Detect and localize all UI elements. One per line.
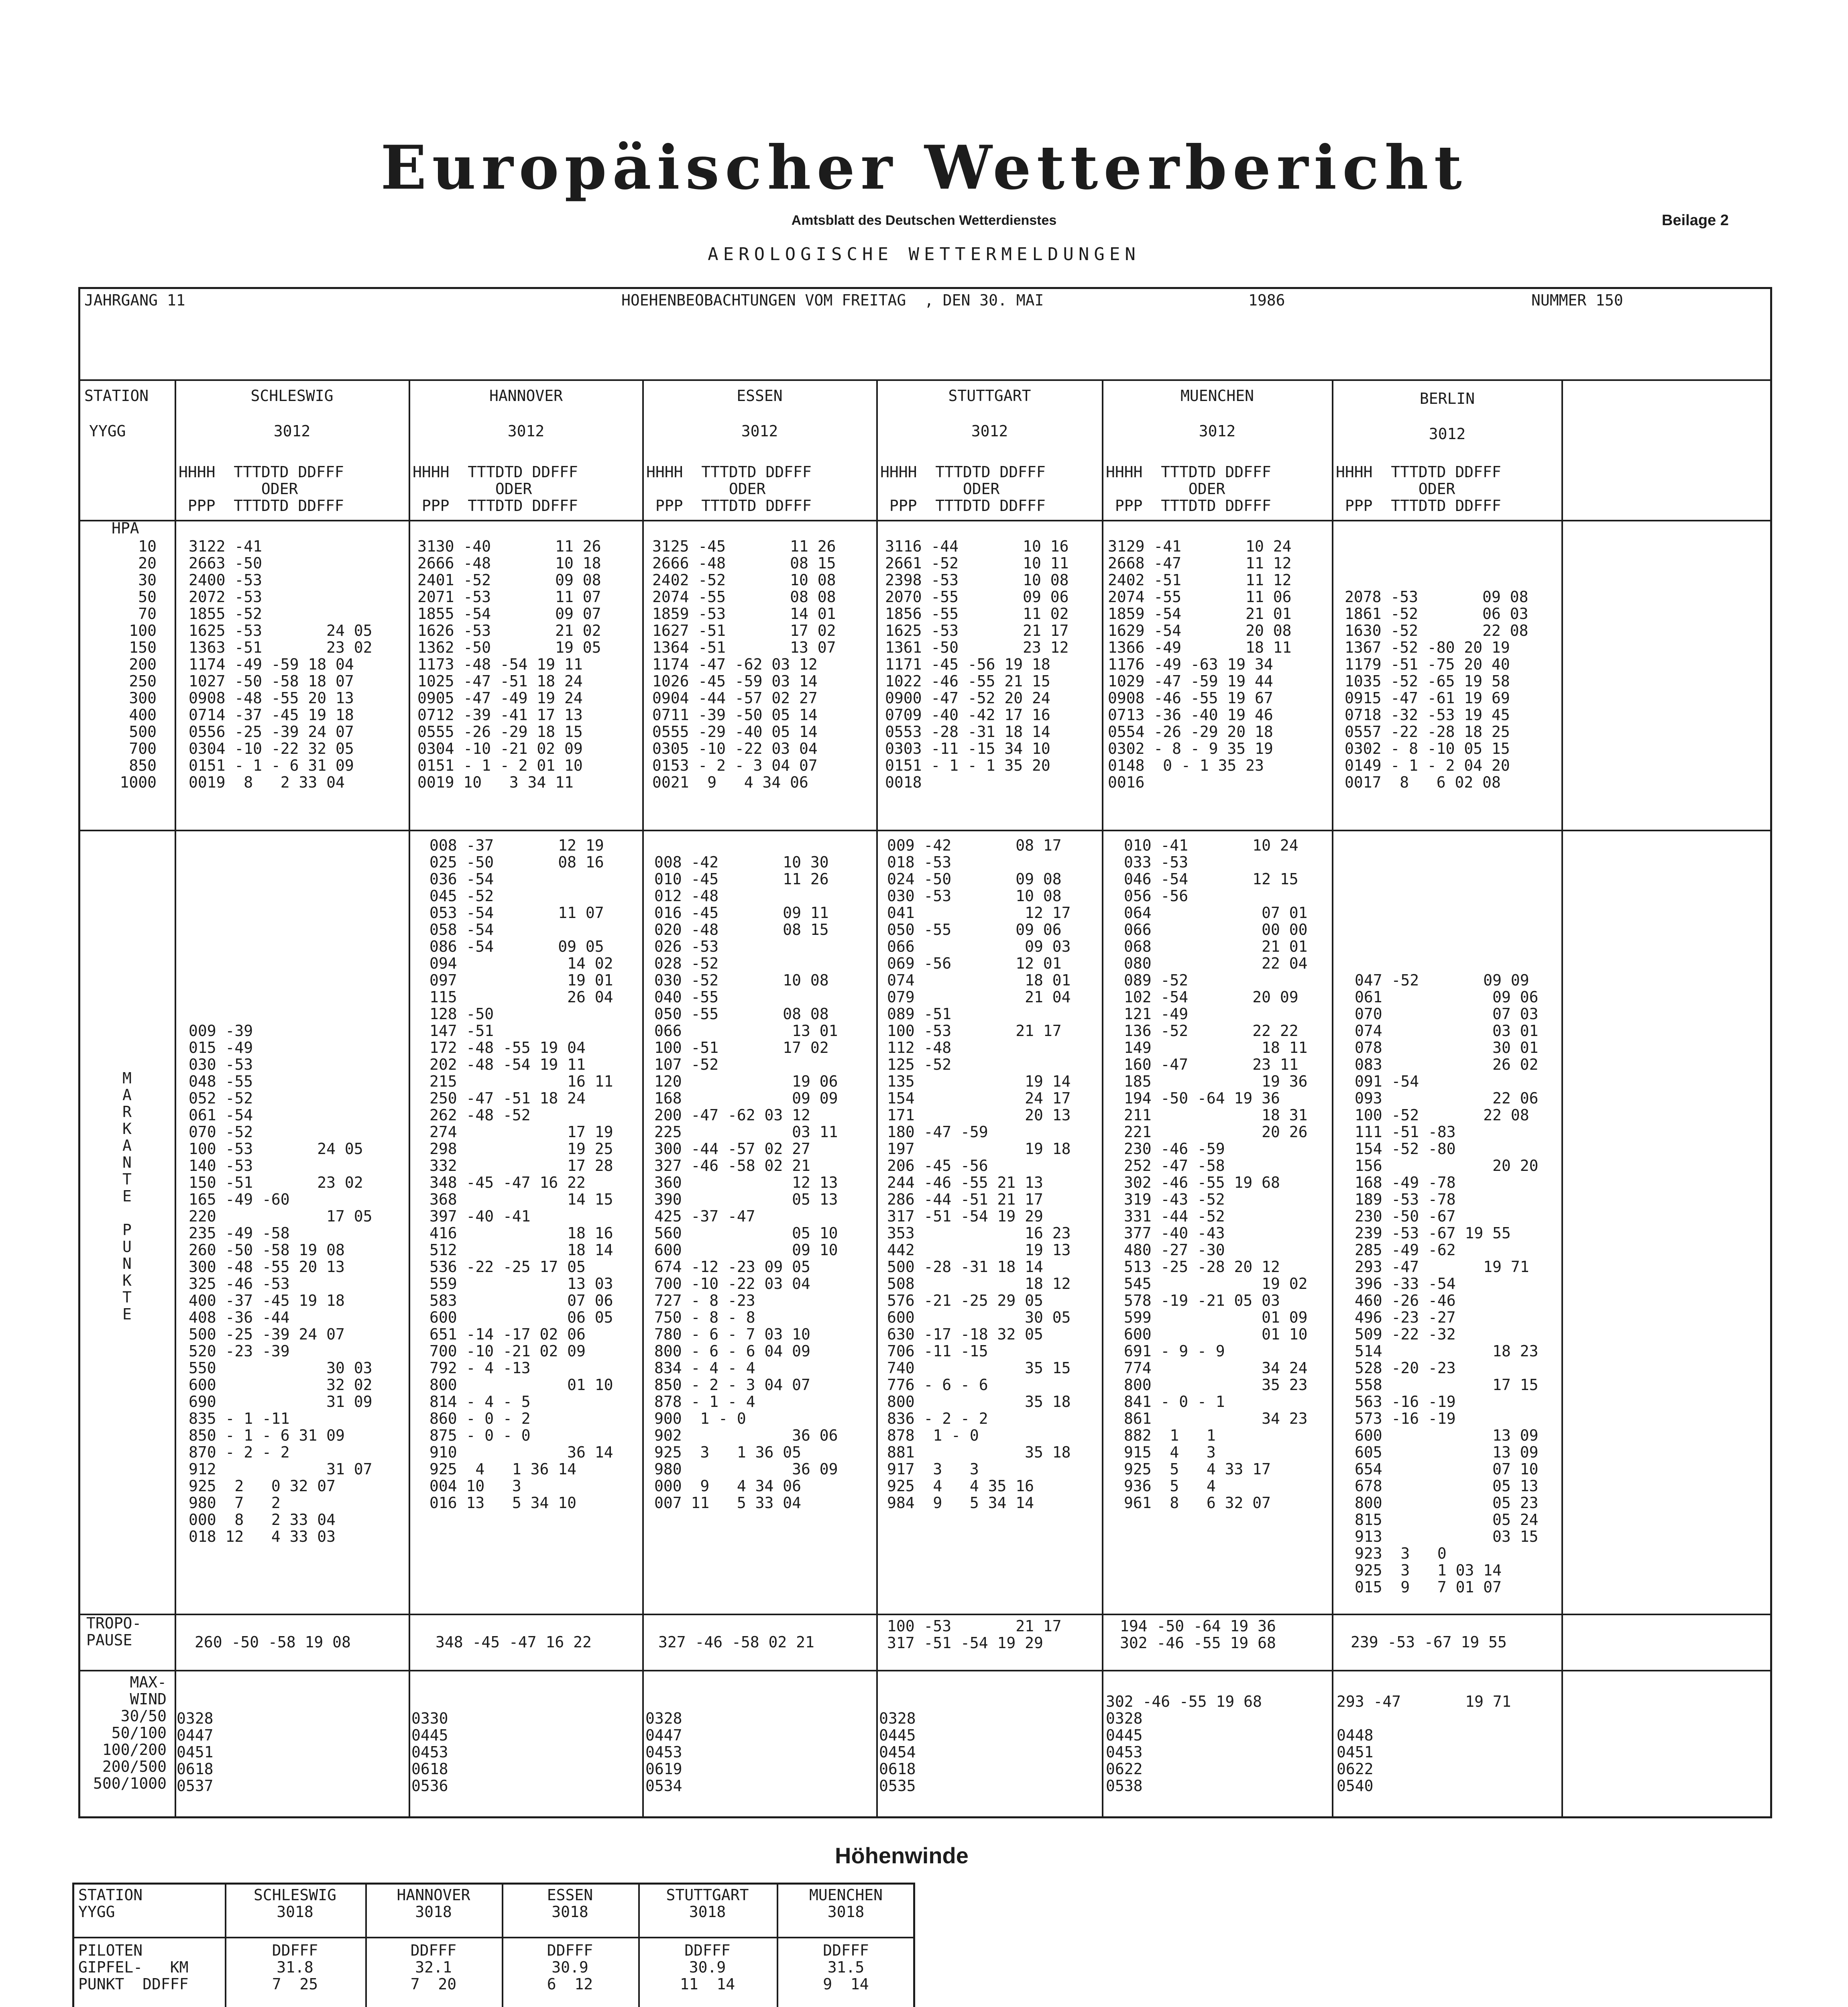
maxwind-label: MAX- WIND 30/50 50/100 100/200 200/500 500/1000 (93, 1673, 167, 1792)
station-yygg: 3012 (507, 422, 545, 440)
hw-station-name: SCHLESWIG (254, 1886, 336, 1904)
col-divider (642, 379, 644, 1818)
column-header: HHHH TTTDTD DDFFF ODER PPP TTTDTD DDFFF (179, 463, 344, 515)
tropopause-value: 260 -50 -58 19 08 (195, 1633, 351, 1651)
beobachtung-date: HOEHENBEOBACHTUNGEN VOM FREITAG , DEN 30. MAI (621, 291, 1044, 309)
hw-piloten: DDFFF 30.9 6 12 (547, 1942, 593, 1993)
hw-station-label: STATION YYGG (78, 1886, 143, 1921)
page-subtitle: Amtsblatt des Deutschen Wetterdienstes (791, 213, 1057, 228)
maxwind-values: 0328 0447 0451 0618 0537 (177, 1710, 214, 1795)
significant-levels: 008 -37 12 19 025 -50 08 16 036 -54 045 -52 053 -54 11 07 058 -54 086 -54 09 05 094 14 02 097 19 01 115 26 04 128 -50 147 -51 172 -48 -55 19 04 202 -48 -54 19 11 215 16 11 250 -47 -51 18 24 262 -48 -52 274 17 19 298 19 25 332 17 28 348 -45 -47 16 22 368 14 15 397 -40 -41 416 18 16 512 18 14 536 -22 -25 17 05 559 13 03 583 07 06 600 06 05 651 -14 -17 02 06 700 -10 -21 02 09 792 - 4 -13 800 01 10 814 - 4 - 5 860 - 0 - 2 875 - 0 - 0 910 36 14 925 4 1 36 14 004 10 3 016 13 5 34 10 (429, 837, 613, 1512)
jahrgang: JAHRGANG 11 (84, 291, 185, 309)
standard-levels: 3122 -41 2663 -50 2400 -53 2072 -53 1855 -52 1625 -53 24 05 1363 -51 23 02 1174 -49 -59 18 04 1027 -50 -58 18 07 0908 -48 -55 20 13 0714 -37 -45 19 18 0556 -25 -39 24 07 0304 -10 -22 32 05 0151 - 1 - 6 31 09 0019 8 2 33 04 (189, 537, 372, 791)
col-divider (175, 379, 176, 1818)
standard-levels: 3130 -40 11 26 2666 -48 10 18 2401 -52 09 08 2071 -53 11 07 1855 -54 09 07 1626 -53 21 02 1362 -50 19 05 1173 -48 -54 19 11 1025 -47 -51 18 24 0905 -47 -49 19 24 0712 -39 -41 17 13 0555 -26 -29 18 15 0304 -10 -21 02 09 0151 - 1 - 2 01 10 0019 10 3 34 11 (417, 537, 601, 791)
yygg-label: YYGG (89, 422, 126, 440)
station-name: HANNOVER (489, 387, 563, 405)
row-divider (72, 1937, 915, 1938)
maxwind-values: 0328 0447 0453 0619 0534 (645, 1710, 682, 1795)
maxwind-values: 0328 0445 0454 0618 0535 (879, 1710, 916, 1795)
col-divider (409, 379, 410, 1818)
maxwind-values: 0330 0445 0453 0618 0536 (411, 1710, 448, 1795)
station-yygg: 3012 (1429, 425, 1466, 443)
hw-piloten: DDFFF 30.9 11 14 (680, 1942, 735, 1993)
col-divider (1332, 379, 1333, 1818)
station-name: MUENCHEN (1180, 387, 1254, 405)
year: 1986 (1248, 291, 1285, 309)
hw-piloten: DDFFF 31.8 7 25 (272, 1942, 318, 1993)
tropopause-value: 327 -46 -58 02 21 (658, 1633, 814, 1651)
column-header: HHHH TTTDTD DDFFF ODER PPP TTTDTD DDFFF (646, 463, 812, 515)
beilage-label: Beilage 2 (1662, 212, 1729, 229)
row-divider (78, 1614, 1772, 1615)
col-divider (365, 1883, 367, 2007)
hw-piloten-label: PILOTEN GIPFEL- KM PUNKT DDFFF (78, 1942, 189, 1993)
column-header: HHHH TTTDTD DDFFF ODER PPP TTTDTD DDFFF (1106, 463, 1271, 515)
station-name: ESSEN (737, 387, 783, 405)
hw-station-name: STUTTGART (666, 1886, 749, 1904)
significant-levels: 009 -42 08 17 018 -53 024 -50 09 08 030 -53 10 08 041 12 17 050 -55 09 06 066 09 03 069 -56 12 01 074 18 01 079 21 04 089 -51 100 -53 21 17 112 -48 125 -52 135 19 14 154 24 17 171 20 13 180 -47 -59 197 19 18 206 -45 -56 244 -46 -55 21 13 286 -44 -51 21 17 317 -51 -54 19 29 353 16 23 442 19 13 500 -28 -31 18 14 508 18 12 576 -21 -25 29 05 600 30 05 630 -17 -18 32 05 706 -11 -15 740 35 15 776 - 6 - 6 800 35 18 836 - 2 - 2 878 1 - 0 881 35 18 917 3 3 925 4 4 35 16 984 9 5 34 14 (887, 837, 1071, 1512)
hoehenwinde-title: Höhenwinde (835, 1843, 969, 1868)
significant-levels: 010 -41 10 24 033 -53 046 -54 12 15 056 -56 064 07 01 066 00 00 068 21 01 080 22 04 089 -52 102 -54 20 09 121 -49 136 -52 22 22 149 18 11 160 -47 23 11 185 19 36 194 -50 -64 19 36 211 18 31 221 20 26 230 -46 -59 252 -47 -58 302 -46 -55 19 68 319 -43 -52 331 -44 -52 377 -40 -43 480 -27 -30 513 -25 -28 20 12 545 19 02 578 -19 -21 05 03 599 01 09 600 01 10 691 - 9 - 9 774 34 24 800 35 23 841 - 0 - 1 861 34 23 882 1 1 915 4 3 925 5 4 33 17 936 5 4 961 8 6 32 07 (1124, 837, 1308, 1512)
hw-station-name: MUENCHEN (809, 1886, 883, 1904)
station-label: STATION (84, 387, 149, 405)
station-name: BERLIN (1419, 390, 1475, 407)
tropopause-value: 100 -53 21 17 317 -51 -54 19 29 (887, 1617, 1062, 1652)
station-yygg: 3012 (1199, 422, 1236, 440)
hw-station-yygg: 3018 (552, 1903, 588, 1921)
standard-levels: 2078 -53 09 08 1861 -52 06 03 1630 -52 22 08 1367 -52 -80 20 19 1179 -51 -75 20 40 1035 -52 -65 19 58 0915 -47 -61 19 69 0718 -32 -53 19 45 0557 -22 -28 18 25 0302 - 8 -10 05 15 0149 - 1 - 2 04 20 0017 8 6 02 08 (1345, 588, 1528, 791)
col-divider (638, 1883, 640, 2007)
col-divider (1102, 379, 1103, 1818)
row-divider (78, 830, 1772, 831)
page-title: Europäischer Wetterbericht (381, 132, 1467, 203)
maxwind-values: 302 -46 -55 19 68 0328 0445 0453 0622 0538 (1106, 1693, 1262, 1795)
tropopause-label: TROPO- PAUSE (86, 1614, 142, 1649)
col-divider (502, 1883, 503, 2007)
station-yygg: 3012 (971, 422, 1008, 440)
col-divider (876, 379, 878, 1818)
standard-levels: 3129 -41 10 24 2668 -47 11 12 2402 -51 11 12 2074 -55 11 06 1859 -54 21 01 1629 -54 20 08 1366 -49 18 11 1176 -49 -63 19 34 1029 -47 -59 19 44 0908 -46 -55 19 67 0713 -36 -40 19 46 0554 -26 -29 20 18 0302 - 8 - 9 35 19 0148 0 - 1 35 23 0016 (1108, 537, 1292, 791)
station-yygg: 3012 (741, 422, 778, 440)
hpa-label: HPA (112, 519, 139, 537)
significant-levels: 009 -39 015 -49 030 -53 048 -55 052 -52 061 -54 070 -52 100 -53 24 05 140 -53 150 -51 23 02 165 -49 -60 220 17 05 235 -49 -58 260 -50 -58 19 08 300 -48 -55 20 13 325 -46 -53 400 -37 -45 19 18 408 -36 -44 500 -25 -39 24 07 520 -23 -39 550 30 03 600 32 02 690 31 09 835 - 1 -11 850 - 1 - 6 31 09 870 - 2 - 2 912 31 07 925 2 0 32 07 980 7 2 000 8 2 33 04 018 12 4 33 03 (189, 1022, 372, 1545)
nummer: NUMMER 150 (1531, 291, 1623, 309)
significant-levels: 008 -42 10 30 010 -45 11 26 012 -48 016 -45 09 11 020 -48 08 15 026 -53 028 -52 030 -52 10 08 040 -55 050 -55 08 08 066 13 01 100 -51 17 02 107 -52 120 19 06 168 09 09 200 -47 -62 03 12 225 03 11 300 -44 -57 02 27 327 -46 -58 02 21 360 12 13 390 05 13 425 -37 -47 560 05 10 600 09 10 674 -12 -23 09 05 700 -10 -22 03 04 727 - 8 -23 750 - 8 - 8 780 - 6 - 7 03 10 800 - 6 - 6 04 09 834 - 4 - 4 850 - 2 - 3 04 07 878 - 1 - 4 900 1 - 0 902 36 06 925 3 1 36 05 980 36 09 000 9 4 34 06 007 11 5 33 04 (654, 853, 838, 1512)
maxwind-values: 293 -47 19 71 0448 0451 0622 0540 (1337, 1693, 1511, 1795)
header-divider (78, 379, 1772, 381)
station-yygg: 3012 (273, 422, 311, 440)
hw-station-name: ESSEN (547, 1886, 593, 1904)
station-name: STUTTGART (948, 387, 1031, 405)
hw-station-yygg: 3018 (827, 1903, 865, 1921)
hw-station-yygg: 3018 (415, 1903, 452, 1921)
significant-levels: 047 -52 09 09 061 09 06 070 07 03 074 03 01 078 30 01 083 26 02 091 -54 093 22 06 100 -52 22 08 111 -51 -83 154 -52 -80 156 20 20 168 -49 -78 189 -53 -78 230 -50 -67 239 -53 -67 19 55 285 -49 -62 293 -47 19 71 396 -33 -54 460 -26 -46 496 -23 -27 509 -22 -32 514 18 23 528 -20 -23 558 17 15 563 -16 -19 573 -16 -19 600 13 09 605 13 09 654 07 10 678 05 13 800 05 23 815 05 24 913 03 15 923 3 0 925 3 1 03 14 015 9 7 01 07 (1355, 971, 1539, 1596)
hw-station-name: HANNOVER (397, 1886, 470, 1904)
row-divider (78, 520, 1772, 521)
tropopause-value: 239 -53 -67 19 55 (1351, 1633, 1507, 1651)
standard-levels: 3125 -45 11 26 2666 -48 08 15 2402 -52 10 08 2074 -55 08 08 1859 -53 14 01 1627 -51 17 02 1364 -51 13 07 1174 -47 -62 03 12 1026 -45 -59 03 14 0904 -44 -57 02 27 0711 -39 -50 05 14 0555 -29 -40 05 14 0305 -10 -22 03 04 0153 - 2 - 3 04 07 0021 9 4 34 06 (652, 537, 836, 791)
section-title: AEROLOGISCHE WETTERMELDUNGEN (708, 244, 1140, 265)
tropopause-value: 194 -50 -64 19 36 302 -46 -55 19 68 (1120, 1617, 1276, 1652)
column-header: HHHH TTTDTD DDFFF ODER PPP TTTDTD DDFFF (880, 463, 1046, 515)
pressure-levels: 10 20 30 50 70 100 150 200 250 300 400 500 700 850 1000 (120, 537, 157, 791)
col-divider (777, 1883, 778, 2007)
standard-levels: 3116 -44 10 16 2661 -52 10 11 2398 -53 10 08 2070 -55 09 06 1856 -55 11 02 1625 -53 21 17 1361 -50 23 12 1171 -45 -56 19 18 1022 -46 -55 21 15 0900 -47 -52 20 24 0709 -40 -42 17 16 0553 -28 -31 18 14 0303 -11 -15 34 10 0151 - 1 - 1 35 20 0018 (885, 537, 1069, 791)
hw-piloten: DDFFF 31.5 9 14 (823, 1942, 869, 1993)
station-name: SCHLESWIG (250, 387, 334, 405)
column-header: HHHH TTTDTD DDFFF ODER PPP TTTDTD DDFFF (1336, 463, 1501, 515)
row-divider (78, 1670, 1772, 1671)
hw-station-yygg: 3018 (689, 1903, 726, 1921)
col-divider (1561, 379, 1563, 1818)
hw-station-yygg: 3018 (277, 1903, 313, 1921)
hw-piloten: DDFFF 32.1 7 20 (410, 1942, 457, 1993)
tropopause-value: 348 -45 -47 16 22 (436, 1633, 592, 1651)
column-header: HHHH TTTDTD DDFFF ODER PPP TTTDTD DDFFF (413, 463, 578, 515)
markante-punkte-label: M A R K A N T E P U N K T E (122, 1069, 132, 1323)
col-divider (225, 1883, 226, 2007)
